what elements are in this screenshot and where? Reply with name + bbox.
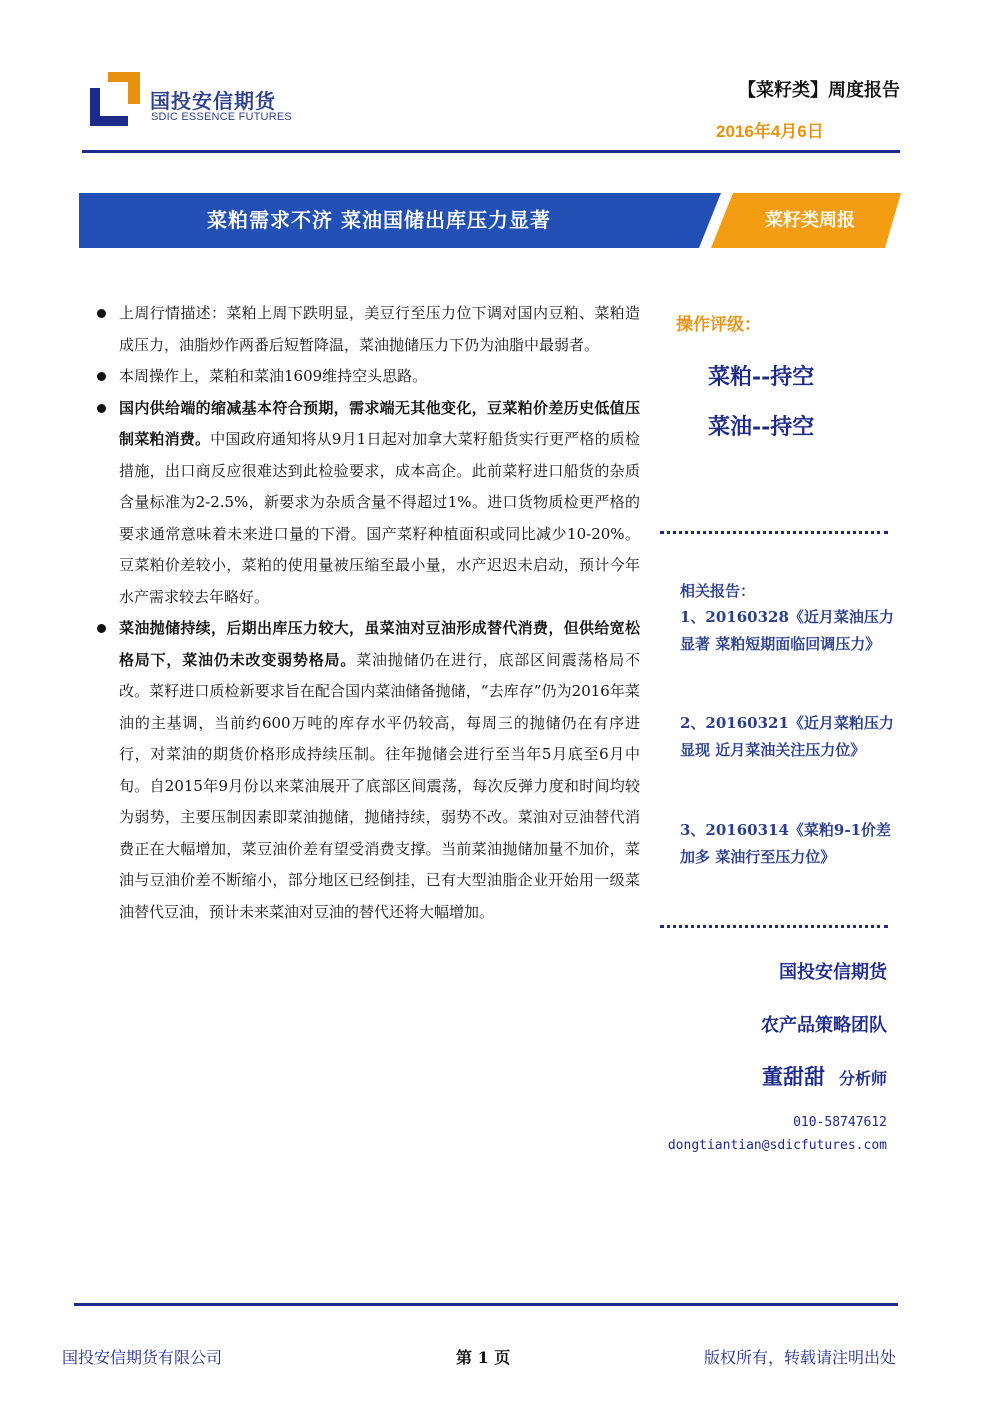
sidebar-divider xyxy=(660,531,888,534)
bullet-item xyxy=(95,361,640,393)
bullet-item xyxy=(95,613,640,928)
company-logo xyxy=(90,72,140,126)
bullet-text: 菜油抛储仍在进行，底部区间震荡格局不改。菜籽进口质检新要求旨在配合国内菜油储备抛储，“去库存”仍为2016年菜油的主基调，当前约600万吨的库存水平仍较高，每周三的抛储仍在有序进行，对菜油的期货价格形成持续压制。往年抛储会进行至当年5月底至6月中旬。自2015年9月份以来菜油展开了底部区间震荡，每次反弹力度和时间均较为弱势，主要压制因素即菜油抛储，抛储持续，弱势不改。菜油对豆油替代消费正在大幅增加，菜豆油价差有望受消费支撑。当前菜油抛储加量不加价，菜油与豆油价差不断缩小，部分地区已经倒挂，已有大型油脂企业开始用一级菜油替代豆油，预计未来菜油对豆油的替代还将大幅增加。 xyxy=(119,650,640,921)
report-date: 2016年4月6日 xyxy=(716,122,824,141)
bullet-text: 中国政府通知将从9月1日起对加拿大菜籽船货实行更严格的质检措施，出口商反应很难达到此检验要求，成本高企。此前菜籽进口船货的杂质含量标准为2-2.5%，新要求为杂质含量不得超过1%。进口货物质检更严格的要求通常意味着未来进口量的下滑。国产菜籽种植面积或同比减少10-20%。豆菜粕价差较小，菜粕的使用量被压缩至最小量，水产迟迟未启动，预计今年水产需求较去年略好。 xyxy=(119,430,640,606)
report-tag: 菜籽类周报 xyxy=(765,210,855,231)
bullet-dot xyxy=(97,404,106,413)
footer-divider xyxy=(74,1303,898,1306)
bullet-dot xyxy=(97,624,106,633)
related-reports-title: 相关报告： xyxy=(680,582,756,600)
bullet-bold-text: 菜油抛储持续，后期出库压力较大，虽菜油对豆油形成替代消费，但供给宽松格局下，菜油仍未改变弱势格局。 xyxy=(119,619,640,669)
bullet-bold-text: 国内供给端的缩减基本符合预期，需求端无其他变化，豆菜粕价差历史低值压制菜粕消费。 xyxy=(119,398,640,448)
footer-copyright: 版权所有，转载请注明出处 xyxy=(704,1348,897,1367)
team-name: 农产品策略团队 xyxy=(761,1015,887,1036)
rating-rapeseed-meal: 菜粕--持空 xyxy=(708,364,815,390)
related-report-link[interactable]: 1、20160328《近月菜油压力显著 菜粕短期面临回调压力》 xyxy=(680,608,894,653)
related-report-link[interactable]: 2、20160321《近月菜粕压力显现 近月菜油关注压力位》 xyxy=(680,714,894,759)
rating-rapeseed-oil: 菜油--持空 xyxy=(708,414,815,440)
logo-english-name: SDIC ESSENCE FUTURES xyxy=(151,111,292,123)
bullet-item xyxy=(95,298,640,361)
logo-chinese-name: 国投安信期货 xyxy=(150,89,276,113)
bullet-dot xyxy=(97,372,106,381)
company-signature: 国投安信期货 xyxy=(779,962,887,983)
bullet-text: 本周操作上，菜粕和菜油1609维持空头思路。 xyxy=(119,367,428,385)
page-number: 第 1 页 xyxy=(456,1348,511,1367)
report-type: 【菜籽类】周度报告 xyxy=(738,80,900,101)
operation-rating-title: 操作评级： xyxy=(676,315,761,335)
main-content xyxy=(95,298,640,928)
analyst-name: 董甜甜 xyxy=(761,1065,825,1089)
analyst-email[interactable]: dongtiantian@sdicfutures.com xyxy=(667,1138,887,1153)
bullet-item xyxy=(95,393,640,614)
header-divider xyxy=(82,150,900,153)
analyst-phone: 010-58747612 xyxy=(793,1115,887,1130)
report-title: 菜粕需求不济 菜油国储出库压力显著 xyxy=(207,208,551,232)
bullet-dot xyxy=(97,309,106,318)
analyst-role: 分析师 xyxy=(838,1069,887,1088)
sidebar-divider xyxy=(660,925,888,928)
footer-company: 国投安信期货有限公司 xyxy=(62,1348,223,1367)
related-report-link[interactable]: 3、20160314《菜粕9-1价差加多 菜油行至压力位》 xyxy=(680,821,892,866)
bullet-text: 上周行情描述：菜粕上周下跌明显，美豆行至压力位下调对国内豆粕、菜粕造成压力，油脂炒作两番后短暂降温，菜油抛储压力下仍为油脂中最弱者。 xyxy=(119,304,640,354)
analyst-line xyxy=(762,1061,887,1091)
